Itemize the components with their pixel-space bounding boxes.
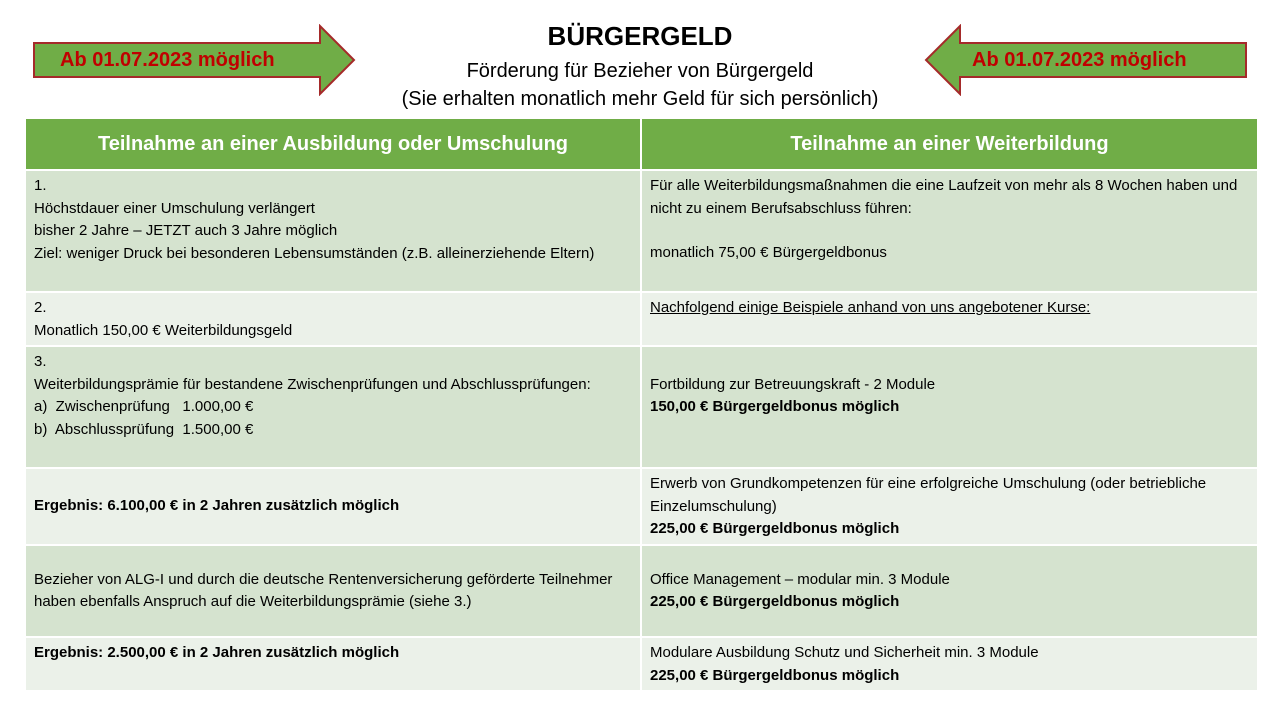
- cell-text-bold: Ergebnis: 2.500,00 € in 2 Jahren zusätzlich möglich: [34, 644, 400, 661]
- cell-text: b) Abschlussprüfung 1.500,00 €: [34, 420, 254, 438]
- cell-text: monatlich 75,00 € Bürgergeldbonus: [650, 244, 887, 261]
- table-header-row: [25, 118, 1258, 170]
- table-cell: [25, 292, 641, 346]
- table-cell: [641, 170, 1258, 292]
- banner-left-arrow: [32, 24, 356, 96]
- table-cell: [25, 637, 641, 691]
- table-row: [25, 292, 1258, 346]
- cell-text: Für alle Weiterbildungsmaßnahmen die eine Laufzeit von mehr als 8 Wochen haben und nicht zu einem Berufsabschluss führen:: [650, 177, 1238, 217]
- page-title: BÜRGERGELD: [547, 21, 733, 51]
- banner-right-label: Ab 01.07.2023 möglich: [972, 48, 1187, 71]
- cell-text: Modulare Ausbildung Schutz und Sicherheit min. 3 Module: [650, 644, 1039, 661]
- cell-text-bold: 225,00 € Bürgergeldbonus möglich: [650, 593, 900, 610]
- column-header-training: Teilnahme an einer Ausbildung oder Umschulung: [25, 118, 641, 170]
- table-row: [25, 545, 1258, 637]
- table-cell: [25, 468, 641, 545]
- cell-text: Bezieher von ALG-I und durch die deutsche Rentenversicherung geförderte Teilnehmer haben ebenfalls Anspruch auf die Weiterbildungsprämie (siehe 3.): [34, 570, 613, 610]
- table-cell: [25, 170, 641, 292]
- table-cell: [641, 545, 1258, 637]
- row-number: 1.: [34, 177, 47, 194]
- table-row: [25, 346, 1258, 468]
- funding-table: [24, 117, 1259, 692]
- cell-text-bold: 225,00 € Bürgergeldbonus möglich: [650, 520, 900, 537]
- table-cell: [641, 292, 1258, 346]
- cell-spacer: [650, 220, 1257, 242]
- table-cell: [641, 637, 1258, 691]
- table-row: [25, 468, 1258, 545]
- banner-left-label: Ab 01.07.2023 möglich: [60, 48, 275, 71]
- row-number: 3.: [34, 353, 47, 370]
- row-number: 2.: [34, 299, 47, 316]
- cell-text-bold: 150,00 € Bürgergeldbonus möglich: [650, 398, 900, 415]
- cell-text-bold: 225,00 € Bürgergeldbonus möglich: [650, 666, 900, 684]
- column-header-further-education: Teilnahme an einer Weiterbildung: [641, 118, 1258, 170]
- table-cell: [641, 346, 1258, 468]
- cell-text: bisher 2 Jahre – JETZT auch 3 Jahre möglich: [34, 222, 338, 239]
- cell-text: Ziel: weniger Druck bei besonderen Lebensumständen (z.B. alleinerziehende Eltern): [34, 244, 595, 262]
- cell-text: Erwerb von Grundkompetenzen für eine erfolgreiche Umschulung (oder betriebliche Einzelumschulung): [650, 475, 1207, 515]
- table-cell: [25, 545, 641, 637]
- cell-text: Monatlich 150,00 € Weiterbildungsgeld: [34, 321, 293, 339]
- banner-right-arrow: [924, 24, 1248, 96]
- cell-text-bold: Ergebnis: 6.100,00 € in 2 Jahren zusätzlich möglich: [34, 497, 400, 515]
- page-subtitle-note: (Sie erhalten monatlich mehr Geld für sich persönlich): [401, 88, 879, 110]
- table-row: [25, 637, 1258, 691]
- cell-text: Fortbildung zur Betreuungskraft - 2 Module: [650, 375, 936, 393]
- page-subtitle: Förderung für Bezieher von Bürgergeld: [466, 60, 814, 82]
- cell-text: Office Management – modular min. 3 Module: [650, 570, 950, 588]
- table-cell: [25, 346, 641, 468]
- cell-text: Weiterbildungsprämie für bestandene Zwischenprüfungen und Abschlussprüfungen:: [34, 375, 591, 393]
- cell-text: Höchstdauer einer Umschulung verlängert: [34, 199, 315, 217]
- cell-text: a) Zwischenprüfung 1.000,00 €: [34, 398, 254, 415]
- cell-text: Nachfolgend einige Beispiele anhand von uns angebotener Kurse:: [650, 299, 1091, 316]
- table-cell: [641, 468, 1258, 545]
- table-row: [25, 170, 1258, 292]
